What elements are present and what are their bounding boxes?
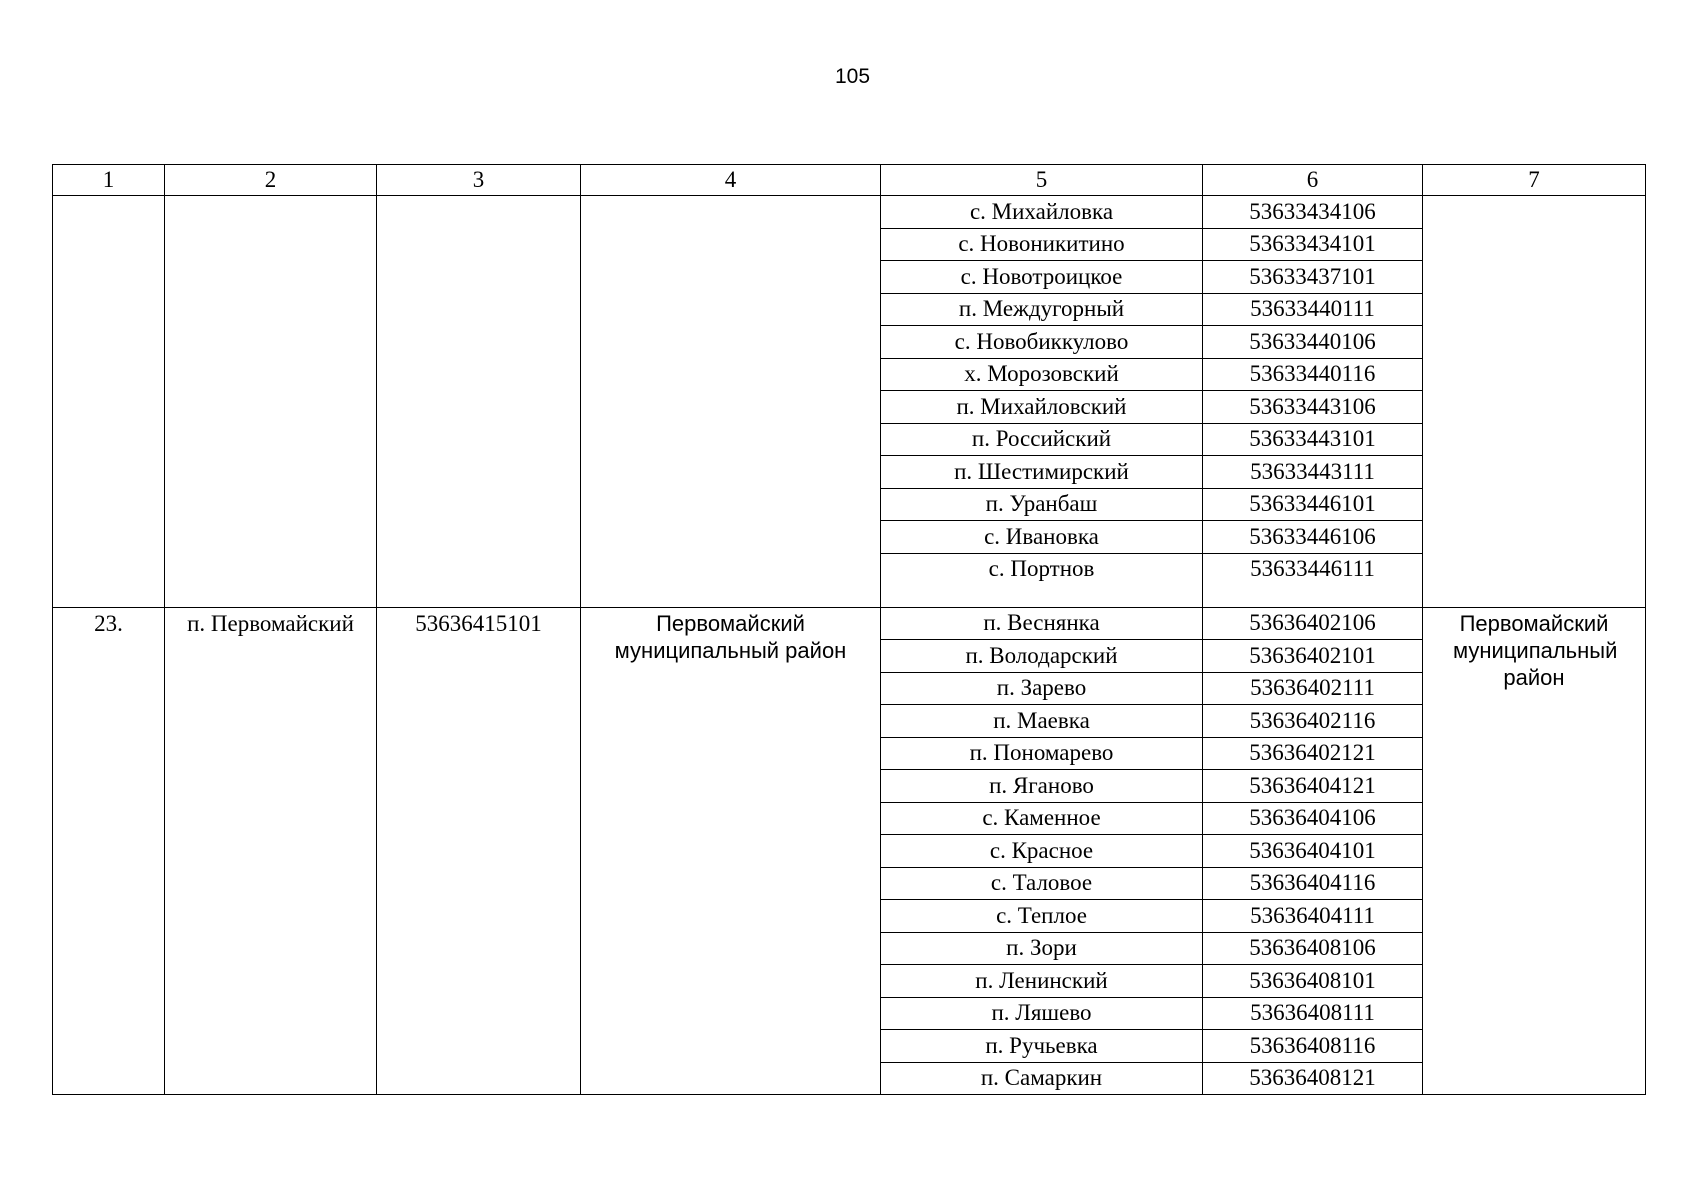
settlement-code: 53636402116: [1203, 705, 1423, 738]
settlement-code: 53636402111: [1203, 672, 1423, 705]
settlement-name: п. Яганово: [881, 770, 1203, 803]
settlement-name: п. Михайловский: [881, 391, 1203, 424]
continuation-code-cell: [377, 196, 581, 608]
settlements-table: [52, 164, 1646, 1095]
settlement-code: 53633443101: [1203, 423, 1423, 456]
settlement-code: 53636404101: [1203, 835, 1423, 868]
header-col-1: 1: [53, 165, 165, 196]
settlement-code: 53633440106: [1203, 326, 1423, 359]
settlement-name: с. Новотроицкое: [881, 261, 1203, 294]
continuation-center-cell: [165, 196, 377, 608]
settlement-code: 53636408101: [1203, 965, 1423, 998]
settlement-code: 53633443111: [1203, 456, 1423, 489]
settlement-code: 53636402106: [1203, 607, 1423, 640]
settlement-name: с. Красное: [881, 835, 1203, 868]
settlement-code: 53633446106: [1203, 521, 1423, 554]
settlement-code: 53636404116: [1203, 867, 1423, 900]
settlement-code: 53633437101: [1203, 261, 1423, 294]
header-row: [53, 165, 1646, 196]
settlement-name: п. Ляшево: [881, 997, 1203, 1030]
settlement-name: п. Шестимирский: [881, 456, 1203, 489]
settlement-name: п. Зарево: [881, 672, 1203, 705]
settlement-name: п. Володарский: [881, 640, 1203, 673]
settlement-name: с. Михайловка: [881, 196, 1203, 229]
settlement-name: п. Самаркин: [881, 1062, 1203, 1095]
settlement-name: с. Новобиккулово: [881, 326, 1203, 359]
settlement-name: п. Пономарево: [881, 737, 1203, 770]
entry-center-code: 53636415101: [377, 607, 581, 1095]
settlement-code: 53636408116: [1203, 1030, 1423, 1063]
entry-col7: Первомайский муниципальный район: [1423, 607, 1646, 1095]
entry-number: 23.: [53, 607, 165, 1095]
settlement-name: п. Междугорный: [881, 293, 1203, 326]
entry-municipality: Первомайский муниципальный район: [581, 607, 881, 1095]
settlement-name: п. Зори: [881, 932, 1203, 965]
settlement-code: 53633440111: [1203, 293, 1423, 326]
header-col-3: 3: [377, 165, 581, 196]
settlement-name: с. Каменное: [881, 802, 1203, 835]
table-row: [53, 607, 1646, 640]
entry-center: п. Первомайский: [165, 607, 377, 1095]
settlement-code: 53636408121: [1203, 1062, 1423, 1095]
settlement-name: х. Морозовский: [881, 358, 1203, 391]
settlement-name: с. Таловое: [881, 867, 1203, 900]
settlement-code: 53636404106: [1203, 802, 1423, 835]
settlement-code: 53636408111: [1203, 997, 1423, 1030]
settlement-code: 53636402101: [1203, 640, 1423, 673]
settlement-name: п. Российский: [881, 423, 1203, 456]
settlement-name: п. Уранбаш: [881, 488, 1203, 521]
settlement-name: с. Теплое: [881, 900, 1203, 933]
settlement-name: п. Веснянка: [881, 607, 1203, 640]
header-col-5: 5: [881, 165, 1203, 196]
settlement-code: 53636404111: [1203, 900, 1423, 933]
settlement-code: 53633446111: [1203, 553, 1423, 607]
settlement-name: п. Ленинский: [881, 965, 1203, 998]
continuation-col7-cell: [1423, 196, 1646, 608]
header-col-2: 2: [165, 165, 377, 196]
page-number: 105: [834, 65, 871, 88]
settlement-name: п. Маевка: [881, 705, 1203, 738]
settlement-name: с. Ивановка: [881, 521, 1203, 554]
settlement-code: 53636408106: [1203, 932, 1423, 965]
settlement-code: 53633443106: [1203, 391, 1423, 424]
settlement-name: с. Портнов: [881, 553, 1203, 607]
settlement-code: 53633434101: [1203, 228, 1423, 261]
settlement-code: 53633446101: [1203, 488, 1423, 521]
header-col-7: 7: [1423, 165, 1646, 196]
settlement-name: с. Новоникитино: [881, 228, 1203, 261]
settlement-name: п. Ручьевка: [881, 1030, 1203, 1063]
header-col-6: 6: [1203, 165, 1423, 196]
settlement-code: 53636402121: [1203, 737, 1423, 770]
settlement-code: 53636404121: [1203, 770, 1423, 803]
continuation-number-cell: [53, 196, 165, 608]
settlement-code: 53633434106: [1203, 196, 1423, 229]
header-col-4: 4: [581, 165, 881, 196]
table-row: [53, 196, 1646, 229]
continuation-municipality-cell: [581, 196, 881, 608]
settlement-code: 53633440116: [1203, 358, 1423, 391]
